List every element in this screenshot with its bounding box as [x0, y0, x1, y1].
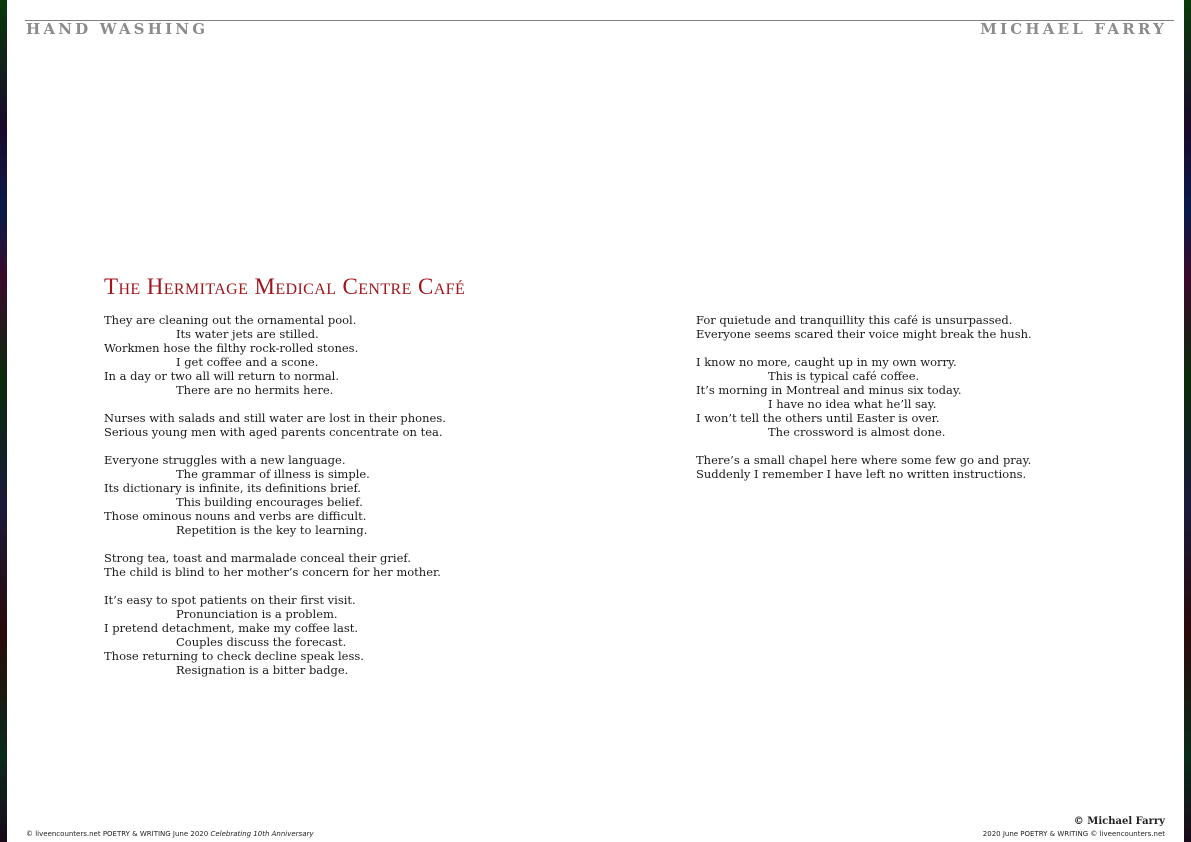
- poem-line: Serious young men with aged parents concentrate on tea.: [104, 425, 443, 439]
- stanza: [104, 411, 446, 439]
- poem-line: Workmen hose the filthy rock-rolled stones.: [104, 341, 359, 355]
- stanza: [104, 453, 446, 537]
- poem-line: Repetition is the key to learning.: [176, 523, 368, 537]
- poem-line: I won’t tell the others until Easter is over.: [696, 411, 940, 425]
- poem-line: Everyone struggles with a new language.: [104, 453, 346, 467]
- stanza: [104, 593, 446, 677]
- poem-line: I get coffee and a scone.: [176, 355, 319, 369]
- poem-line: In a day or two all will return to normal.: [104, 369, 340, 383]
- section-title: HAND WASHING: [26, 20, 209, 38]
- poem-line: There’s a small chapel here where some few go and pray.: [696, 453, 1032, 467]
- poem-line: Those returning to check decline speak less.: [104, 649, 364, 663]
- poem-line: Everyone seems scared their voice might break the hush.: [696, 327, 1032, 341]
- footer-publication-right: 2020 June POETRY & WRITING © liveencounters.net: [982, 830, 1165, 838]
- footer-right: [983, 816, 1165, 838]
- page: [7, 0, 1184, 842]
- poem-line: Its water jets are stilled.: [176, 327, 319, 341]
- stanza: [696, 313, 1032, 341]
- poem-line: For quietude and tranquillity this café is unsurpassed.: [696, 313, 1013, 327]
- poem-title: The Hermitage Medical Centre Café: [104, 274, 466, 299]
- footer-publication: © liveencounters.net POETRY & WRITING June 2020: [26, 830, 209, 838]
- poem-line: I know no more, caught up in my own worry.: [696, 355, 957, 369]
- poem-line: The crossword is almost done.: [768, 425, 946, 439]
- poem-line: The child is blind to her mother’s concern for her mother.: [104, 565, 441, 579]
- poem-line: Couples discuss the forecast.: [176, 635, 347, 649]
- poem-line: I have no idea what he’ll say.: [768, 397, 937, 411]
- stanza: [696, 355, 1032, 439]
- poem-line: Its dictionary is infinite, its definitions brief.: [104, 481, 361, 495]
- poem-line: It’s morning in Montreal and minus six today.: [696, 383, 962, 397]
- poem-line: It’s easy to spot patients on their first visit.: [104, 593, 356, 607]
- poem-line: There are no hermits here.: [176, 383, 334, 397]
- poem-line: This is typical café coffee.: [768, 369, 920, 383]
- poem-line: This building encourages belief.: [176, 495, 363, 509]
- poem-line: Strong tea, toast and marmalade conceal their grief.: [104, 551, 411, 565]
- poem-line: Pronunciation is a problem.: [176, 607, 338, 621]
- poem-line: Resignation is a bitter badge.: [176, 663, 349, 677]
- stanza: [104, 313, 446, 397]
- footer-left: [26, 830, 314, 838]
- footer-anniversary: Celebrating 10th Anniversary: [210, 830, 314, 838]
- poem-line: Nurses with salads and still water are lost in their phones.: [104, 411, 446, 425]
- stanza: [104, 551, 446, 579]
- poem-line: I pretend detachment, make my coffee last.: [104, 621, 359, 635]
- poem-line: Those ominous nouns and verbs are difficult.: [104, 509, 367, 523]
- poem-line: They are cleaning out the ornamental pool.: [104, 313, 357, 327]
- author-name: MICHAEL FARRY: [980, 20, 1167, 38]
- footer-copyright: © Michael Farry: [1073, 816, 1165, 827]
- poem-line: The grammar of illness is simple.: [176, 467, 370, 481]
- poem-right-column: [696, 313, 1032, 495]
- stanza: [696, 453, 1032, 481]
- poem-left-column: [104, 313, 446, 691]
- poem-line: Suddenly I remember I have left no written instructions.: [696, 467, 1027, 481]
